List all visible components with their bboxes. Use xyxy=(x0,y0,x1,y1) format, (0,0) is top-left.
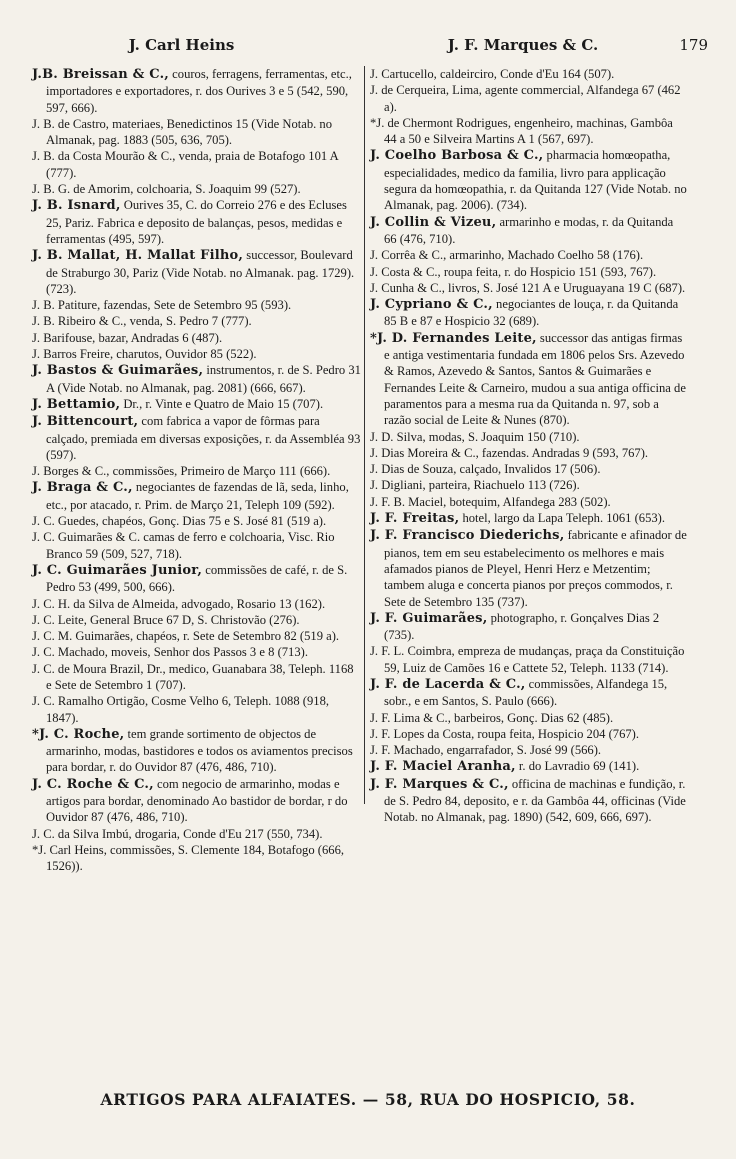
entry-text: J. de Cerqueira, Lima, agente commercial, Alfandega 67 (462 a). xyxy=(370,83,681,114)
footer-advert: ARTIGOS PARA ALFAIATES. — 58, RUA DO HOSPICIO, 58. xyxy=(100,1090,636,1109)
entry-text: J. F. Machado, engarrafador, S. José 99 (566). xyxy=(370,743,602,758)
page-header xyxy=(0,36,736,58)
directory-entry xyxy=(32,842,361,875)
directory-entry xyxy=(32,661,361,694)
entry-text: *J. Carl Heins, commissões, S. Clemente 184, Botafogo (666, 1526)). xyxy=(32,842,345,874)
directory-entry xyxy=(32,362,361,396)
entry-name: *J. C. Roche, xyxy=(32,726,125,742)
directory-entry xyxy=(370,147,688,213)
directory-entry xyxy=(370,742,688,758)
entry-text: J. F. L. Coimbra, empreza de mudanças, praça da Constituição 59, Luiz de Camões 16 e Cattete 52, Teleph. 1133 (714). xyxy=(370,644,685,675)
directory-entry xyxy=(370,247,688,263)
entry-name: J. Cypriano & C., xyxy=(370,297,493,313)
directory-entry xyxy=(370,710,688,726)
entry-text: r. do Lavradio 69 (141). xyxy=(515,759,640,774)
entry-name: J. F. Francisco Diederichs, xyxy=(370,528,565,544)
entry-text: instrumentos, r. de S. Pedro 31 A (Vide Notab. no Almanak, pag. 2081) (666, 667). xyxy=(46,363,361,395)
entry-text: successor das antigas firmas e antiga vestimentaria fundada em 1806 pelos Srs. Azevedo & Ramos, Azevedo & Santos, Santos & Guimarães e Fernandes Leite & Carneiro, mudou a sua antiga officina de paramentos para a mesma rua da Quitanda n. 97, sob a razão social de Leite & Nunes (870). xyxy=(384,330,686,428)
directory-entry xyxy=(370,676,688,710)
entry-text: J. Barifouse, bazar, Andradas 6 (487). xyxy=(32,330,223,345)
directory-entry xyxy=(32,313,361,329)
entry-name: J. F. Marques & C., xyxy=(370,776,509,792)
entry-text: Ourives 35, C. do Correio 276 e des Ecluses 25, Pariz. Fabrica e deposito de balanças, pesos, medidas e ferramentas (495, 597). xyxy=(46,198,347,246)
directory-entry xyxy=(370,264,688,280)
entry-text: photographo, r. Gonçalves Dias 2 (735). xyxy=(384,610,660,643)
entry-name: J. F. Guimarães, xyxy=(370,610,488,626)
directory-entry xyxy=(370,643,688,676)
entry-name: J. F. de Lacerda & C., xyxy=(370,676,526,692)
directory-entry xyxy=(370,66,688,82)
directory-entry xyxy=(32,562,361,596)
entry-text: couros, ferragens, ferramentas, etc., importadores e exportadores, r. dos Ourives 3 e 5 (542, 590, 597, 666). xyxy=(46,67,352,115)
directory-entry xyxy=(32,413,361,463)
directory-entry xyxy=(370,296,688,330)
directory-entry xyxy=(32,596,361,612)
entry-text: J. Corrêa & C., armarinho, Machado Coelho 58 (176). xyxy=(370,248,644,263)
entry-text: J. C. Ramalho Ortigão, Cosme Velho 6, Teleph. 1088 (918, 1847). xyxy=(32,694,330,725)
entry-text: J. B. Patiture, fazendas, Sete de Setembro 95 (593). xyxy=(32,298,292,313)
directory-entry xyxy=(370,429,688,445)
header-left: J. Carl Heins xyxy=(128,36,235,54)
directory-entry xyxy=(32,66,361,116)
entry-text: J. C. Guimarães & C. camas de ferro e colchoaria, Visc. Rio Branco 59 (509, 527, 718). xyxy=(32,530,335,561)
directory-entry xyxy=(32,463,361,479)
directory-entry xyxy=(370,330,688,429)
entry-name: J.B. Breissan & C., xyxy=(32,67,170,82)
directory-entry xyxy=(32,197,361,247)
entry-text: J. C. Guedes, chapéos, Gonç. Dias 75 e S. José 81 (519 a). xyxy=(32,514,327,529)
entry-text: J. C. de Moura Brazil, Dr., medico, Guanabara 38, Teleph. 1168 e Sete de Setembro 1 (707). xyxy=(32,661,354,692)
entry-text: pharmacia homœopatha, especialidades, medico da familia, livro para applicação segura da homœopathia, r. da Quitanda 127 (Vide Notab. no Almanak, pag. 2006). (734). xyxy=(384,148,687,213)
header-right: J. F. Marques & C. xyxy=(447,36,599,54)
entry-text: J. Cartucello, caldeirciro, Conde d'Eu 164 (507). xyxy=(370,67,615,81)
directory-entry xyxy=(32,346,361,362)
entry-name: J. Braga & C., xyxy=(32,480,133,496)
directory-entry xyxy=(32,826,361,842)
directory-entry xyxy=(370,610,688,644)
entry-name: J. Collin & Vizeu, xyxy=(370,214,497,230)
directory-entry xyxy=(32,479,361,513)
entry-name: J. B. Mallat, H. Mallat Filho, xyxy=(32,248,244,264)
entry-text: Dr., r. Vinte e Quatro de Maio 15 (707). xyxy=(120,396,324,411)
entry-text: J. C. Leite, General Bruce 67 D, S. Christovão (276). xyxy=(32,612,300,627)
entry-text: J. Digliani, parteira, Riachuelo 113 (726). xyxy=(370,478,580,493)
directory-entry xyxy=(32,628,361,644)
directory-entry xyxy=(370,527,688,609)
entry-text: J. Borges & C., commissões, Primeiro de Março 111 (666). xyxy=(32,464,331,479)
page-number: 179 xyxy=(679,36,708,54)
entry-text: J. Dias Moreira & C., fazendas. Andradas 9 (593, 767). xyxy=(370,445,649,460)
entry-name: J. F. Freitas, xyxy=(370,511,460,527)
directory-entry xyxy=(32,396,361,413)
directory-entry xyxy=(32,612,361,628)
directory-entry xyxy=(32,181,361,197)
entry-text: fabricante e afinador de pianos, tem em seu estabelecimento os melhores e mais afamados pianos de Pleyel, Henri Herz e Metzentim; tambem aluga e concerta pianos por preços commodos, r. Sete de Setembro 135 (737). xyxy=(384,528,687,609)
directory-entry xyxy=(32,776,361,826)
directory-entry xyxy=(370,82,688,115)
entry-text: J. B. da Costa Mourão & C., venda, praia de Botafogo 101 A (777). xyxy=(32,149,339,180)
entry-text: officina de machinas e fundição, r. de S. Pedro 84, deposito, e r. da Gambôa 44, officinas (Vide Notab. no Almanak, pag. 1890) (542, 609, 666, 697). xyxy=(384,776,686,825)
entry-text: J. C. da Silva Imbú, drogaria, Conde d'Eu 217 (550, 734). xyxy=(32,826,323,841)
directory-entry xyxy=(370,477,688,493)
directory-entry xyxy=(370,758,688,775)
directory-entry xyxy=(370,494,688,510)
right-column xyxy=(370,66,688,826)
entry-text: J. C. H. da Silva de Almeida, advogado, Rosario 13 (162). xyxy=(32,596,326,611)
directory-entry xyxy=(32,247,361,297)
directory-entry xyxy=(370,280,688,296)
left-column xyxy=(32,66,361,875)
entry-text: J. B. Ribeiro & C., venda, S. Pedro 7 (777). xyxy=(32,314,252,329)
directory-entry xyxy=(370,115,688,148)
entry-text: successor, Boulevard de Straburgo 30, Pariz (Vide Notab. no Almanak. pag. 1729). (723). xyxy=(46,248,355,296)
entry-text: hotel, largo da Lapa Teleph. 1061 (653). xyxy=(459,511,666,526)
entry-name: J. C. Guimarães Junior, xyxy=(32,562,203,578)
entry-text: J. Dias de Souza, calçado, Invalidos 17 (506). xyxy=(370,462,601,477)
entry-name: J. B. Isnard, xyxy=(32,198,121,214)
column-divider xyxy=(364,66,365,804)
directory-entry xyxy=(32,644,361,660)
entry-text: J. F. B. Maciel, botequim, Alfandega 283 (502). xyxy=(370,494,611,509)
entry-name: J. C. Roche & C., xyxy=(32,776,154,792)
directory-entry xyxy=(370,214,688,248)
directory-entry xyxy=(370,445,688,461)
entry-text: J. F. Lopes da Costa, roupa feita, Hospicio 204 (767). xyxy=(370,726,640,741)
entry-text: com negocio de armarinho, modas e artigos para bordar, denominado Ao bastidor de bordar, r do Ouvidor 87 (476, 486, 710). xyxy=(46,776,348,825)
entry-name: J. F. Maciel Aranha, xyxy=(370,759,516,775)
entry-text: J. D. Silva, modas, S. Joaquim 150 (710). xyxy=(370,429,580,444)
entry-name: J. Bastos & Guimarães, xyxy=(32,363,204,379)
entry-text: negociantes de louça, r. da Quitanda 85 B e 87 e Hospicio 32 (689). xyxy=(384,297,679,329)
entry-text: armarinho e modas, r. da Quitanda 66 (476, 710). xyxy=(384,214,674,246)
entry-name: J. Bittencourt, xyxy=(32,414,139,430)
directory-entry xyxy=(32,693,361,726)
directory-entry xyxy=(32,297,361,313)
directory-entry xyxy=(370,510,688,527)
directory-entry xyxy=(370,461,688,477)
entry-text: negociantes de fazendas de lã, seda, linho, etc., por atacado, r. Prim. de Março 21, Teleph 109 (592). xyxy=(46,480,349,512)
entry-text: commissões de café, r. de S. Pedro 53 (499, 500, 666). xyxy=(46,562,348,595)
directory-entry xyxy=(370,776,688,826)
entry-text: J. C. Machado, moveis, Senhor dos Passos 3 e 8 (713). xyxy=(32,645,308,660)
entry-name: *J. D. Fernandes Leite, xyxy=(370,330,537,346)
directory-entry xyxy=(32,330,361,346)
entry-text: J. Barros Freire, charutos, Ouvidor 85 (522). xyxy=(32,347,257,362)
directory-entry xyxy=(32,726,361,776)
entry-text: commissões, Alfandega 15, sobr., e em Santos, S. Paulo (666). xyxy=(384,676,668,709)
entry-text: J. Costa & C., roupa feita, r. do Hospicio 151 (593, 767). xyxy=(370,264,657,279)
directory-entry xyxy=(32,116,361,149)
directory-entry xyxy=(32,529,361,562)
entry-text: J. F. Lima & C., barbeiros, Gonç. Dias 62 (485). xyxy=(370,710,614,725)
entry-text: J. B. G. de Amorim, colchoaria, S. Joaquim 99 (527). xyxy=(32,182,301,197)
entry-text: com fabrica a vapor de fôrmas para calçado, premiada em diversas exposições, r. da Assembléa 93 (597). xyxy=(46,414,361,462)
entry-text: J. B. de Castro, materiaes, Benedictinos 15 (Vide Notab. no Almanak, pag. 1883 (505, 636, 705). xyxy=(32,116,333,148)
entry-text: J. C. M. Guimarães, chapéos, r. Sete de Setembro 82 (519 a). xyxy=(32,629,340,644)
entry-name: J. Coelho Barbosa & C., xyxy=(370,148,544,164)
entry-text: J. Cunha & C., livros, S. José 121 A e Uruguayana 19 C (687). xyxy=(370,280,686,295)
directory-entry xyxy=(32,148,361,181)
entry-name: J. Bettamio, xyxy=(32,396,121,412)
entry-text: *J. de Chermont Rodrigues, engenheiro, machinas, Gambôa 44 a 50 e Silveira Martins A 1 (567, 697). xyxy=(370,115,673,147)
directory-entry xyxy=(32,513,361,529)
directory-entry xyxy=(370,726,688,742)
entry-text: tem grande sortimento de objectos de armarinho, modas, bastidores e todos os aviamentos precisos para bordar, r. do Ouvidor 87 (476, 486, 710). xyxy=(46,726,353,775)
